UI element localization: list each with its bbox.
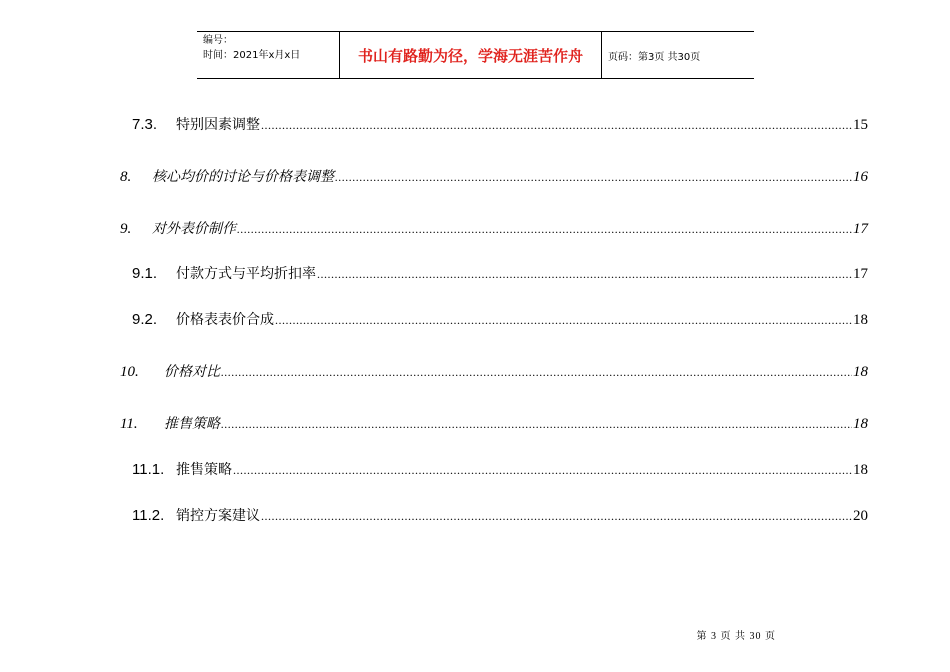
- toc-entry-number: 9.: [120, 221, 132, 237]
- toc-entry[interactable]: [120, 167, 868, 187]
- toc-entry-number: 8.: [120, 169, 132, 185]
- toc-entry-number: 7.3.: [132, 116, 158, 133]
- toc-entry[interactable]: [132, 506, 868, 526]
- toc-entry-title: 核心均价的讨论与价格表调整: [152, 169, 334, 185]
- toc-entry-page: 20: [853, 508, 868, 524]
- toc-entry-page: 18: [853, 462, 868, 478]
- header-page-info: 页码：第3页 共30页: [608, 51, 701, 63]
- toc-dot-leader: [237, 219, 852, 239]
- toc-dot-leader: [335, 167, 852, 187]
- toc-entry[interactable]: [132, 460, 868, 480]
- header-number-label: 编号：: [203, 35, 233, 46]
- toc-entry-page: 17: [853, 221, 868, 237]
- toc-dot-leader: [221, 414, 852, 434]
- toc-entry[interactable]: [120, 219, 868, 239]
- toc-entry-page: 18: [853, 364, 868, 380]
- toc-entry-number: 11.: [120, 416, 138, 432]
- toc-dot-leader: [261, 115, 852, 135]
- toc-entry-page: 18: [853, 312, 868, 328]
- toc-entry-page: 16: [853, 169, 868, 185]
- toc-entry-title: 销控方案建议: [176, 508, 260, 524]
- header-meta: [197, 32, 340, 78]
- toc-entry[interactable]: [120, 362, 868, 382]
- toc-entry-title: 价格表表价合成: [176, 312, 274, 328]
- header-time-label: 时间：2021年x月x日: [203, 50, 301, 61]
- toc-entry-number: 9.1.: [132, 265, 158, 282]
- toc-entry-page: 17: [853, 266, 868, 282]
- toc-entry-title: 特别因素调整: [176, 117, 260, 133]
- toc-entry-number: 11.2.: [132, 507, 165, 524]
- header-motto: 书山有路勤为径，学海无涯苦作舟: [340, 32, 602, 78]
- toc-entry-number: 11.1.: [132, 461, 165, 478]
- toc-entry-number: 9.2.: [132, 311, 158, 328]
- toc-dot-leader: [317, 264, 852, 284]
- toc-entry[interactable]: [120, 414, 868, 434]
- toc-entry[interactable]: [132, 264, 868, 284]
- footer-page-number: 第 3 页 共 30 页: [696, 631, 776, 642]
- toc-entry-title: 价格对比: [164, 364, 220, 380]
- toc-entry-number: 10.: [120, 364, 139, 380]
- toc-entry-title: 推售策略: [164, 416, 220, 432]
- toc-dot-leader: [261, 506, 852, 526]
- toc-entry[interactable]: [132, 115, 868, 135]
- toc-dot-leader: [275, 310, 852, 330]
- toc-entry-page: 15: [853, 117, 868, 133]
- toc-dot-leader: [221, 362, 852, 382]
- toc-entry-title: 付款方式与平均折扣率: [176, 266, 316, 282]
- toc-entry-title: 对外表价制作: [152, 221, 236, 237]
- toc-entry[interactable]: [132, 310, 868, 330]
- document-header: [197, 31, 754, 79]
- toc-entry-page: 18: [853, 416, 868, 432]
- toc-dot-leader: [233, 460, 852, 480]
- toc-entry-title: 推售策略: [176, 462, 232, 478]
